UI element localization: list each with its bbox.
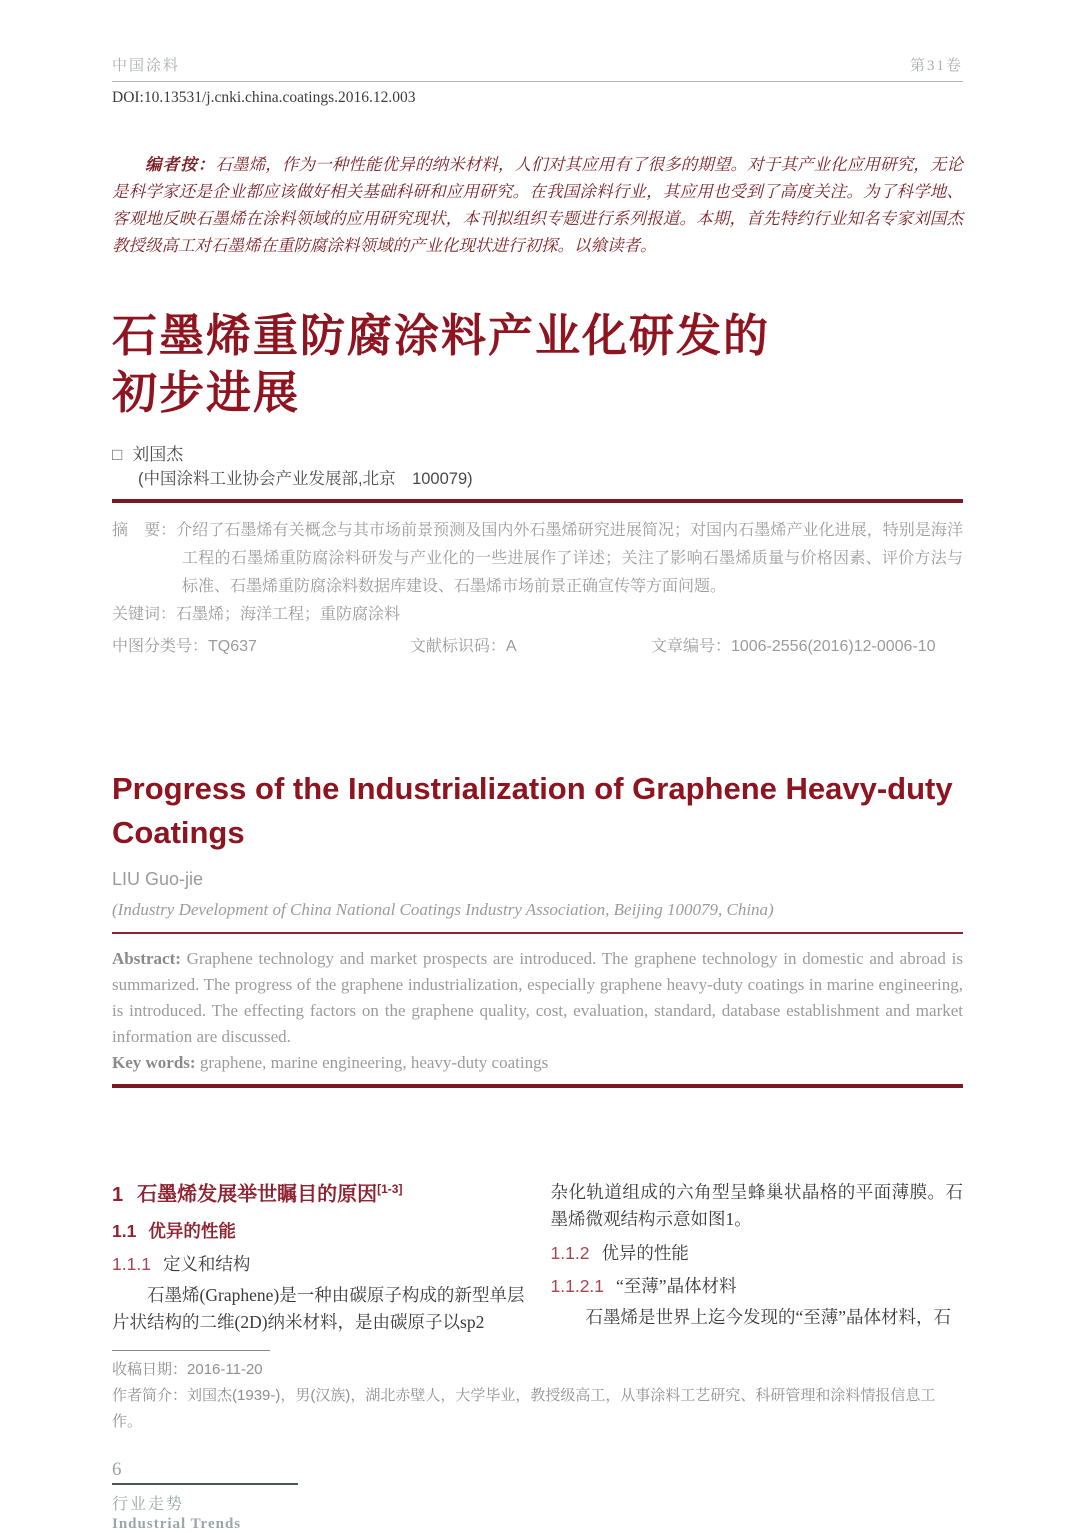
section-heading-1: [112, 1174, 525, 1210]
article-title-cn-line2: 初步进展: [112, 367, 301, 418]
document-code: 文献标识码：A: [409, 638, 517, 655]
column-title-en: Industrial Trends: [112, 1515, 242, 1532]
section-heading-1-1-1: [112, 1251, 525, 1277]
abstract-cn-label: 摘 要：: [112, 522, 177, 539]
editor-note-text: 石墨烯，作为一种性能优异的纳米材料，人们对其应用有了很多的期望。对于其产业化应用研究，无论是科学家还是企业都应该做好相关基础科研和应用研究。在我国涂料行业，其应用也受到了高度关注。为了科学地、客观地反映石墨烯在涂料领域的应用研究现状，本刊拟组织专题进行系列报道。本期，首先特约行业知名专家刘国杰教授级高工对石墨烯在重防腐涂料领域的产业化现状进行初探。以飨读者。: [112, 155, 964, 255]
section-1-1-2-1-number: 1.1.2.1: [550, 1276, 605, 1296]
running-head: [112, 54, 963, 82]
journal-name: 中国涂料: [112, 58, 181, 74]
received-date-label: 收稿日期：: [112, 1360, 188, 1378]
author-bio-text: 刘国杰(1939-)，男(汉族)，湖北赤壁人，大学毕业，教授级高工，从事涂料工艺研究、科研管理和涂料情报信息工作。: [112, 1386, 936, 1430]
section-1-1-title: 优异的性能: [148, 1220, 236, 1241]
keywords-en-label: Key words:: [112, 1053, 196, 1072]
body-column-right: [551, 1174, 964, 1336]
abstract-en: [112, 946, 963, 1050]
footnote-block: [112, 1350, 963, 1435]
editor-note: [112, 151, 963, 259]
section-1-1-2-1-title: “至薄”晶体材料: [616, 1276, 737, 1296]
body-paragraph-right-continued: 杂化轨道组成的六角型呈蜂巢状晶格的平面薄膜。石墨烯微观结构示意如图1。: [550, 1182, 963, 1229]
body-paragraph-left: 石墨烯(Graphene)是一种由碳原子构成的新型单层片状结构的二维(2D)纳米材料，是由碳原子以sp2: [112, 1284, 525, 1332]
keywords-en: [112, 1050, 963, 1076]
author-marker: □: [112, 445, 123, 464]
section-heading-1-1: [112, 1218, 525, 1244]
abstract-cn: [112, 517, 963, 601]
section-1-number: 1: [112, 1183, 124, 1206]
abstract-en-text: Graphene technology and market prospects are introduced. The graphene technology in domestic and abroad is summarized. The progress of the graphene industrialization, especially graphene heavy-duty coatings in marine engineering, is introduced. The effecting factors on the graphene quality, cost, evaluation, standard, database establishment and market information are discussed.: [112, 949, 963, 1046]
section-1-1-1-number: 1.1.1: [112, 1253, 151, 1274]
divider-thin: [112, 932, 963, 934]
affiliation-en: (Industry Development of China National Coatings Industry Association, Beijing 100079, China): [112, 900, 774, 919]
affiliation-cn: (中国涂料工业协会产业发展部,北京 100079): [138, 470, 473, 488]
received-date-line: [112, 1357, 963, 1383]
section-heading-1-1-2-1: [551, 1273, 964, 1299]
section-1-1-number: 1.1: [112, 1220, 137, 1241]
page-number: 6: [112, 1458, 122, 1480]
keywords-cn: [112, 601, 963, 629]
section-1-title: 石墨烯发展举世瞩目的原因: [137, 1183, 378, 1206]
footer-divider: [112, 1483, 298, 1485]
section-1-1-2-number: 1.1.2: [550, 1243, 590, 1263]
article-title-en: Progress of the Industrialization of Graphene Heavy-duty Coatings: [112, 771, 953, 850]
author-cn: [112, 443, 963, 467]
section-1-1-1-title: 定义和结构: [162, 1253, 251, 1274]
keywords-en-text: graphene, marine engineering, heavy-duty coatings: [195, 1053, 549, 1072]
abstract-cn-text: 介绍了石墨烯有关概念与其市场前景预测及国内外石墨烯研究进展简况；对国内石墨烯产业化进展，特别是海洋工程的石墨烯重防腐涂料研发与产业化的一些进展作了详述；关注了影响石墨烯质量与价格因素、评价方法与标准、石墨烯重防腐涂料数据库建设、石墨烯市场前景正确宣传等方面问题。: [176, 522, 963, 595]
abstract-en-label: Abstract:: [112, 949, 181, 968]
section-1-1-2-title: 优异的性能: [601, 1243, 689, 1263]
author-bio-line: [112, 1383, 963, 1435]
section-heading-1-1-2: [551, 1240, 964, 1266]
author-name-en: LIU Guo-jie: [112, 869, 204, 889]
volume-label: 第31卷: [909, 58, 963, 74]
divider-thick-bottom: [112, 1084, 963, 1088]
received-date-value: 2016-11-20: [187, 1360, 263, 1378]
footnote-divider: [112, 1350, 270, 1351]
divider-thick-top: [112, 499, 963, 503]
body-paragraph-right: 石墨烯是世界上迄今发现的“至薄”晶体材料，石: [585, 1307, 952, 1327]
column-title-cn: 行业走势: [112, 1495, 185, 1513]
section-1-citation: [1-3]: [377, 1182, 403, 1196]
keywords-cn-label: 关键词：: [112, 606, 177, 623]
article-title-cn: [112, 307, 963, 421]
article-id: 文章编号：1006-2556(2016)12-0006-10: [650, 638, 936, 655]
body-columns: [112, 1174, 963, 1336]
editor-note-label: 编者按：: [145, 155, 216, 174]
doi-line: DOI:10.13531/j.cnki.china.coatings.2016.12.003: [112, 89, 416, 106]
article-title-cn-line1: 石墨烯重防腐涂料产业化研发的: [112, 310, 771, 361]
clc-number: 中图分类号：TQ637: [112, 638, 257, 655]
author-name-cn: 刘国杰: [132, 445, 184, 464]
page-footer: [112, 1459, 963, 1533]
article-meta-row: [112, 633, 963, 661]
keywords-cn-text: 石墨烯；海洋工程；重防腐涂料: [176, 606, 401, 623]
author-bio-label: 作者简介：: [112, 1386, 188, 1404]
body-column-left: [112, 1174, 525, 1336]
